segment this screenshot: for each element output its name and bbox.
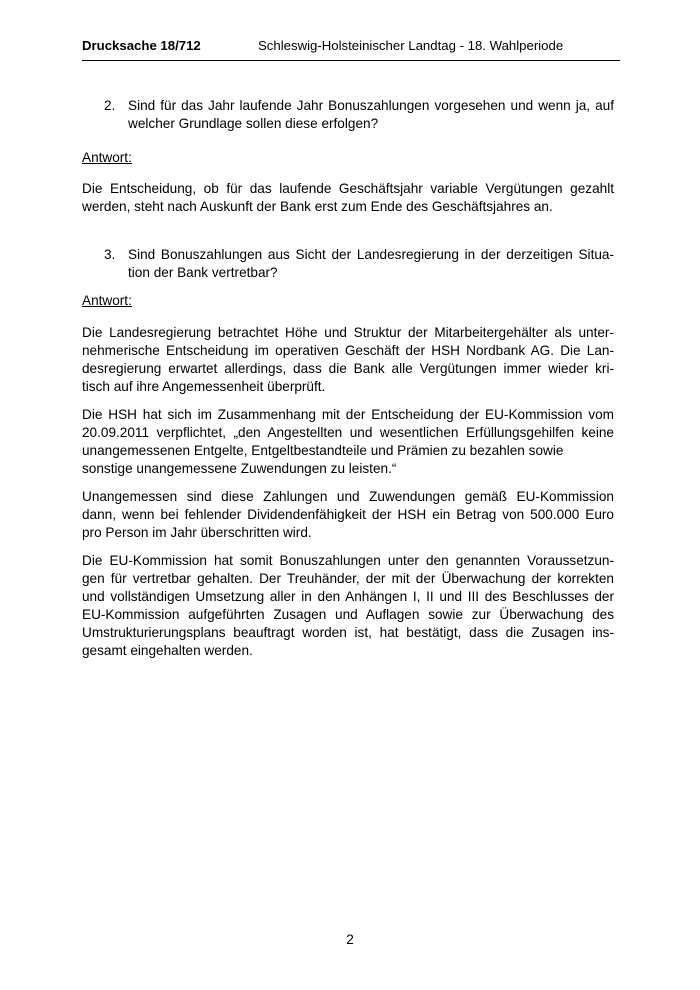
answer-label: Antwort: bbox=[82, 150, 132, 165]
paragraph-line: Die Landesregierung betrachtet Höhe und Struktur der Mitarbeitergehälter als unter- bbox=[82, 325, 614, 340]
paragraph-line: und vollständigen Umsetzung aller in den Anhängen I, II und III des Beschlusses der bbox=[82, 589, 614, 604]
paragraph-line: Die EU-Kommission hat somit Bonuszahlungen unter den genannten Voraussetzun- bbox=[82, 553, 614, 568]
question-line: tion der Bank vertretbar? bbox=[128, 265, 278, 280]
answer-paragraph bbox=[82, 552, 614, 660]
paragraph-line: tisch auf ihre Angemessenheit überprüft. bbox=[82, 379, 326, 394]
answer-heading bbox=[82, 149, 614, 167]
paragraph-line: Die Entscheidung, ob für das laufende Geschäftsjahr variable Vergütungen gezahlt bbox=[82, 181, 614, 196]
question-line: Sind für das Jahr laufende Jahr Bonuszahlungen vorgesehen und wenn ja, auf bbox=[128, 98, 614, 113]
paragraph-line: gen für vertretbar gehalten. Der Treuhänder, der mit der Überwachung der korrekten bbox=[82, 571, 614, 586]
question-line: Sind Bonuszahlungen aus Sicht der Landesregierung in der derzeitigen Situa- bbox=[128, 247, 614, 262]
answer-heading bbox=[82, 292, 614, 310]
question-text bbox=[128, 246, 614, 282]
question-line: welcher Grundlage sollen diese erfolgen? bbox=[128, 116, 379, 131]
answer-paragraph bbox=[82, 406, 614, 478]
paragraph-line: Die HSH hat sich im Zusammenhang mit der Entscheidung der EU-Kommission vom bbox=[82, 407, 614, 422]
answer-paragraph bbox=[82, 488, 614, 542]
paragraph-line: EU-Kommission aufgeführten Zusagen und Auflagen sowie zur Überwachung des bbox=[82, 607, 614, 622]
paragraph-line: unangemessenen Entgelte, Entgeltbestandteile und Prämien zu bezahlen sowie bbox=[82, 443, 564, 458]
question-number: 3. bbox=[104, 247, 116, 262]
paragraph-line: werden, steht nach Auskunft der Bank erst zum Ende des Geschäftsjahres an. bbox=[82, 199, 553, 214]
page-header bbox=[82, 38, 620, 61]
paragraph-line: pro Person im Jahr überschritten wird. bbox=[82, 525, 312, 540]
paragraph-line: Unangemessen sind diese Zahlungen und Zuwendungen gemäß EU-Kommission bbox=[82, 489, 614, 504]
question-text bbox=[128, 97, 614, 133]
question-number: 2. bbox=[104, 98, 116, 113]
document-reference: Drucksache 18/712 bbox=[82, 38, 201, 53]
header-title: Schleswig-Holsteinischer Landtag - 18. Wahlperiode bbox=[258, 38, 564, 53]
answer-paragraph bbox=[82, 324, 614, 396]
answer-paragraph bbox=[82, 180, 614, 216]
paragraph-line: gesamt eingehalten werden. bbox=[82, 643, 253, 658]
paragraph-line: 20.09.2011 verpflichtet, „den Angestellten und wesentlichen Erfüllungsgehilfen keine bbox=[82, 425, 614, 440]
paragraph-line: desregierung erwartet allerdings, dass die Bank alle Vergütungen immer wieder kri- bbox=[82, 361, 614, 376]
paragraph-line: dann, wenn bei fehlender Dividendenfähigkeit der HSH ein Betrag von 500.000 Euro bbox=[82, 507, 614, 522]
paragraph-line: nehmerische Entscheidung im operativen Geschäft der HSH Nordbank AG. Die Lan- bbox=[82, 343, 614, 358]
page-number: 2 bbox=[346, 932, 354, 947]
paragraph-line: Umstrukturierungsplans beauftragt worden ist, hat bestätigt, dass die Zusagen ins- bbox=[82, 625, 614, 640]
answer-label: Antwort: bbox=[82, 293, 132, 308]
paragraph-line: sonstige unangemessene Zuwendungen zu leisten.“ bbox=[82, 461, 397, 476]
